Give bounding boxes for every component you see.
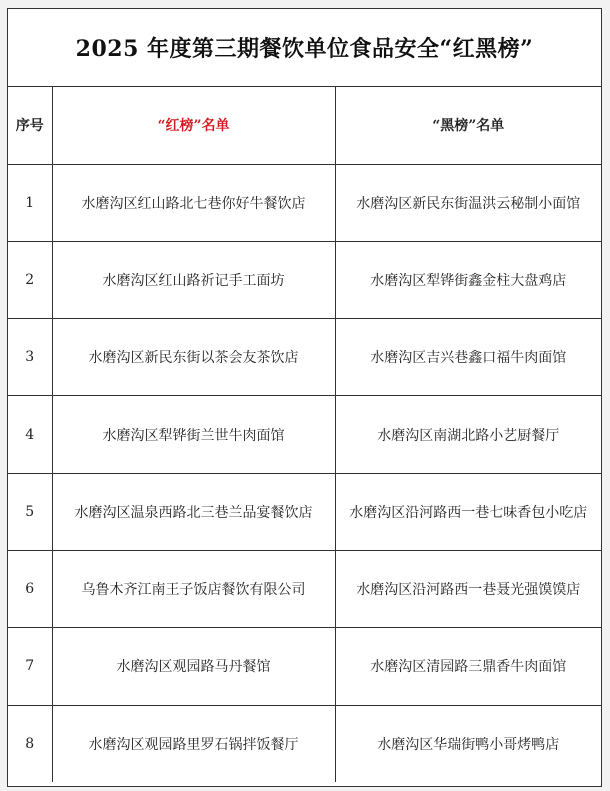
header-red-list: “红榜”名单 [52,87,335,164]
row-number: 1 [8,164,52,241]
row-number: 3 [8,319,52,396]
header-serial-number: 序号 [8,87,52,164]
table-row [8,164,601,241]
table-row [8,241,601,318]
red-list-entry: 乌鲁木齐江南王子饭店餐饮有限公司 [52,550,335,627]
black-list-entry: 水磨沟区吉兴巷鑫口福牛肉面馆 [335,319,601,396]
table-row [8,550,601,627]
black-list-entry: 水磨沟区南湖北路小艺厨餐厅 [335,396,601,473]
black-list-entry: 水磨沟区沿河路西一巷聂光强馍馍店 [335,550,601,627]
black-list-entry: 水磨沟区新民东街温洪云秘制小面馆 [335,164,601,241]
red-list-entry: 水磨沟区犁铧街兰世牛肉面馆 [52,396,335,473]
row-number: 4 [8,396,52,473]
row-number: 5 [8,473,52,550]
table-row [8,396,601,473]
black-list-entry: 水磨沟区犁铧街鑫金柱大盘鸡店 [335,241,601,318]
black-list-entry: 水磨沟区沿河路西一巷七味香包小吃店 [335,473,601,550]
table-row [8,319,601,396]
red-black-list-table [8,87,601,782]
document-sheet [7,8,602,787]
table-row [8,628,601,705]
row-number: 6 [8,550,52,627]
row-number: 2 [8,241,52,318]
header-black-list: “黑榜”名单 [335,87,601,164]
row-number: 7 [8,628,52,705]
red-list-entry: 水磨沟区红山路北七巷你好牛餐饮店 [52,164,335,241]
red-list-entry: 水磨沟区观园路马丹餐馆 [52,628,335,705]
red-list-entry: 水磨沟区观园路里罗石锅拌饭餐厅 [52,705,335,782]
page-title: 2025 年度第三期餐饮单位食品安全“红黑榜” [8,9,601,87]
black-list-entry: 水磨沟区华瑞街鸭小哥烤鸭店 [377,736,560,753]
red-list-entry: 水磨沟区红山路祈记手工面坊 [52,241,335,318]
red-list-entry: 水磨沟区新民东街以茶会友茶饮店 [52,319,335,396]
table-row [8,473,601,550]
red-list-entry: 水磨沟区温泉西路北三巷兰品宴餐饮店 [52,473,335,550]
table-row [8,705,601,782]
row-number: 8 [8,705,52,782]
table-header-row [8,87,601,164]
black-list-entry: 水磨沟区清园路三鼎香牛肉面馆 [335,628,601,705]
